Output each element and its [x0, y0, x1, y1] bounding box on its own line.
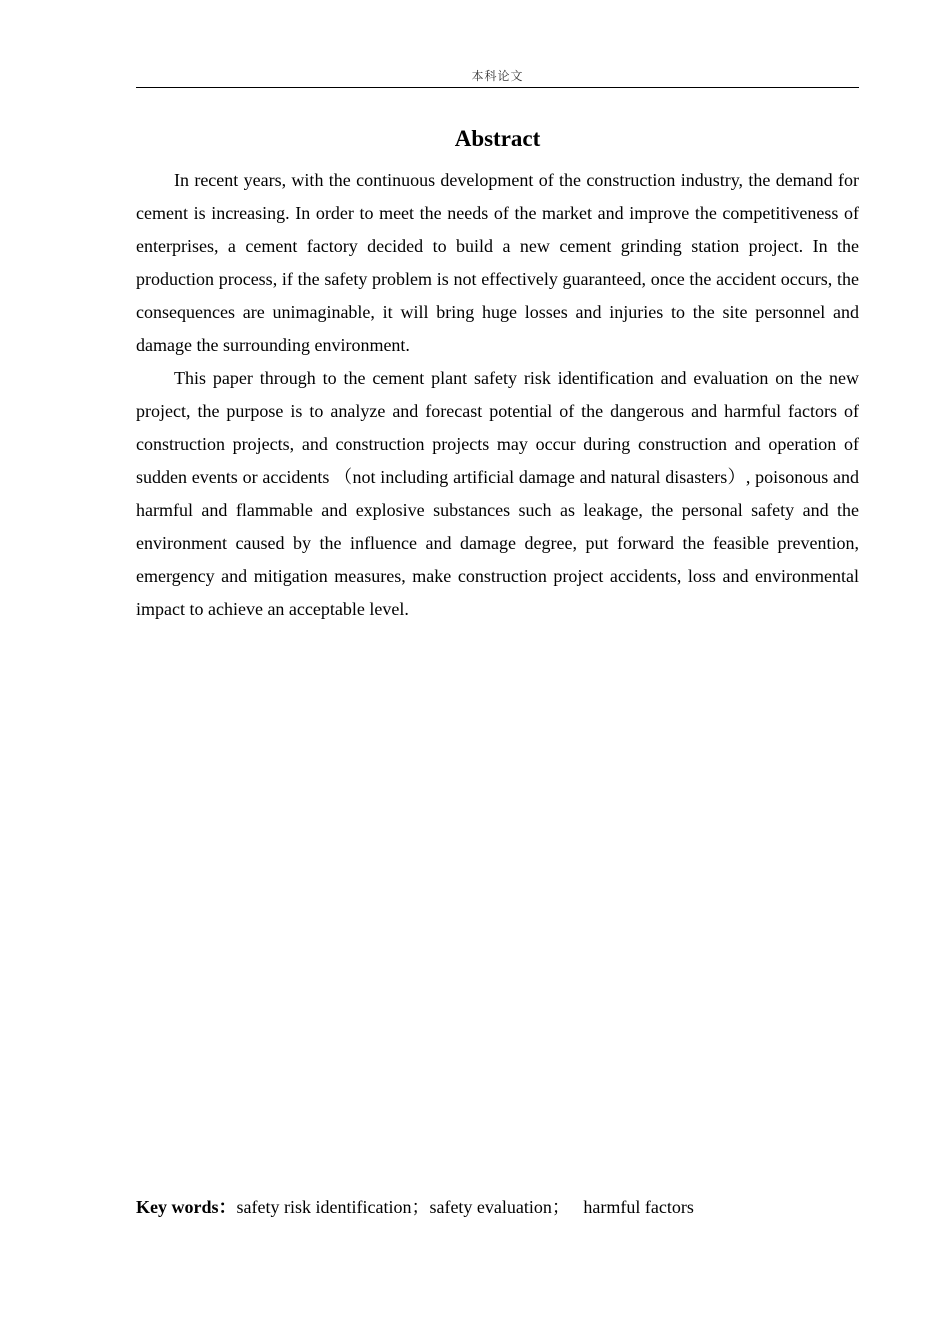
abstract-paragraph: This paper through to the cement plant safety risk identification and evaluation on the new project, the purpose is to analyze and forecast potential of the dangerous and harmful factors of construction projects, and construction projects may occur during construction and operation of sudden events or accidents （not including artificial damage and natural disasters）, poisonous and harmful and flammable and explosive substances such as leakage, the personal safety and the environment caused by the influence and damage degree, put forward the feasible prevention, emergency and mitigation measures, make construction project accidents, loss and environmental impact to achieve an acceptable level. [136, 368, 859, 619]
page-header [136, 66, 859, 88]
abstract-body [136, 164, 859, 626]
keywords-label: Key words： [136, 1197, 237, 1217]
abstract-paragraph: In recent years, with the continuous development of the construction industry, the demand for cement is increasing. In order to meet the needs of the market and improve the competitiveness of enterprises, a cement factory decided to build a new cement grinding station project. In the production process, if the safety problem is not effectively guaranteed, once the accident occurs, the consequences are unimaginable, it will bring huge losses and injuries to the site personnel and damage the surrounding environment. [136, 170, 859, 355]
keyword-item: safety risk identification； [236, 1197, 430, 1217]
keyword-item: harmful factors [583, 1197, 694, 1217]
running-title: 本科论文 [471, 69, 524, 83]
keyword-item: safety evaluation； [429, 1197, 570, 1217]
abstract-title: Abstract [454, 126, 541, 151]
keywords [136, 1192, 859, 1222]
